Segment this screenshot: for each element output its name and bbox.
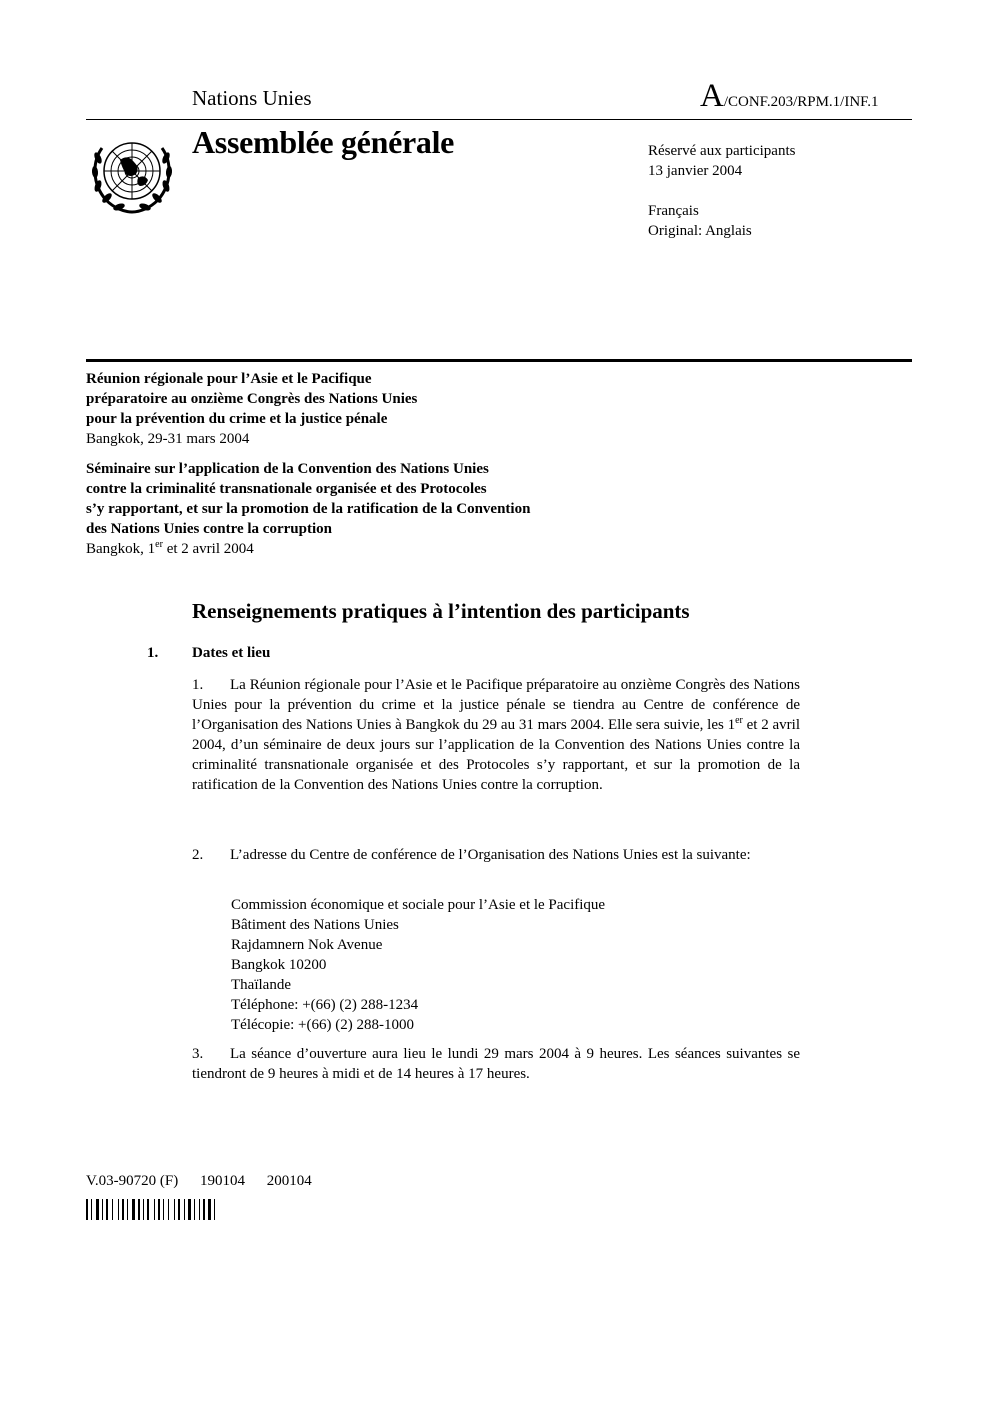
address-line: Rajdamnern Nok Avenue — [231, 937, 383, 953]
paragraph-text: L’adresse du Centre de conférence de l’Organisation des Nations Unies est la suivante: — [230, 847, 751, 863]
meeting-title-line: s’y rapportant, et sur la promotion de la ratification de la Convention — [86, 501, 531, 517]
document-symbol — [700, 78, 879, 115]
language-block — [648, 201, 752, 241]
footer-date-2: 200104 — [266, 1173, 312, 1189]
original-language: Original: Anglais — [648, 223, 752, 239]
paragraph-superscript: er — [735, 715, 743, 726]
meeting-block-2 — [86, 459, 646, 559]
symbol-rest: /CONF.203/RPM.1/INF.1 — [723, 94, 879, 110]
place-superscript: er — [155, 539, 163, 550]
meeting-title-line: pour la prévention du crime et la justice pénale — [86, 411, 388, 427]
address-line: Bangkok 10200 — [231, 957, 327, 973]
address-block — [231, 895, 605, 1035]
meeting-title-line: préparatoire au onzième Congrès des Nations Unies — [86, 391, 418, 407]
job-number-line — [86, 1173, 330, 1190]
place-prefix: Bangkok, 1 — [86, 541, 156, 557]
footer-date-1: 190104 — [199, 1173, 245, 1189]
title-rule — [86, 359, 912, 362]
paragraph-number: 2. — [192, 847, 204, 863]
job-number: V.03-90720 (F) — [86, 1173, 179, 1189]
barcode-icon — [86, 1199, 258, 1220]
document-date: 13 janvier 2004 — [648, 163, 743, 179]
meeting-title-line: Séminaire sur l’application de la Convention des Nations Unies — [86, 461, 489, 477]
distribution-label: Réservé aux participants — [648, 143, 796, 159]
header-rule — [86, 119, 912, 120]
paragraph-text: et 2 avril 2004, d’un séminaire de deux jours sur l’application de la Convention des Nations Unies contre la criminalité transnationale organisée et des Protocoles s’y rapportant, et sur la promotion de la ratification de la Convention des Nations Unies contre la corruption. — [192, 717, 800, 793]
document-title: Renseignements pratiques à l’intention des participants — [192, 599, 690, 623]
meeting-title-line: contre la criminalité transnationale organisée et des Protocoles — [86, 481, 487, 497]
address-line: Télécopie: +(66) (2) 288-1000 — [231, 1017, 414, 1033]
paragraph-3 — [192, 1044, 800, 1084]
meeting-title-line: des Nations Unies contre la corruption — [86, 521, 332, 537]
address-line: Bâtiment des Nations Unies — [231, 917, 399, 933]
organization-name: Nations Unies — [192, 86, 312, 110]
address-line: Thaïlande — [231, 977, 291, 993]
meeting-title-line: Réunion régionale pour l’Asie et le Pacifique — [86, 371, 372, 387]
meeting-place-date: Bangkok, 29-31 mars 2004 — [86, 431, 250, 447]
paragraph-1 — [192, 675, 800, 795]
meeting-block-1 — [86, 369, 646, 449]
paragraph-number: 1. — [192, 677, 204, 693]
distribution-block — [648, 141, 795, 181]
address-line: Téléphone: +(66) (2) 288-1234 — [231, 997, 419, 1013]
paragraph-text: La séance d’ouverture aura lieu le lundi 29 mars 2004 à 9 heures. Les séances suivantes se tiendront de 9 heures à midi et de 14 heures à 17 heures. — [192, 1046, 800, 1082]
body-name: Assemblée générale — [192, 124, 455, 160]
meeting-place-date — [86, 539, 646, 559]
section-number: 1. — [147, 645, 159, 661]
address-line: Commission économique et sociale pour l’Asie et le Pacifique — [231, 897, 606, 913]
symbol-prefix: A — [700, 78, 724, 114]
section-title: Dates et lieu — [192, 645, 271, 661]
document-language: Français — [648, 203, 699, 219]
paragraph-number: 3. — [192, 1046, 204, 1062]
un-emblem-icon — [86, 126, 178, 218]
paragraph-text: La Réunion régionale pour l’Asie et le Pacifique préparatoire au onzième Congrès des Nations Unies pour la prévention du crime et la justice pénale se tiendra au Centre de conférence de l’Organisation des Nations Unies à Bangkok du 29 au 31 mars 2004. Elle sera suivie, les 1 — [192, 677, 800, 733]
paragraph-2 — [192, 845, 800, 865]
place-suffix: et 2 avril 2004 — [162, 541, 254, 557]
